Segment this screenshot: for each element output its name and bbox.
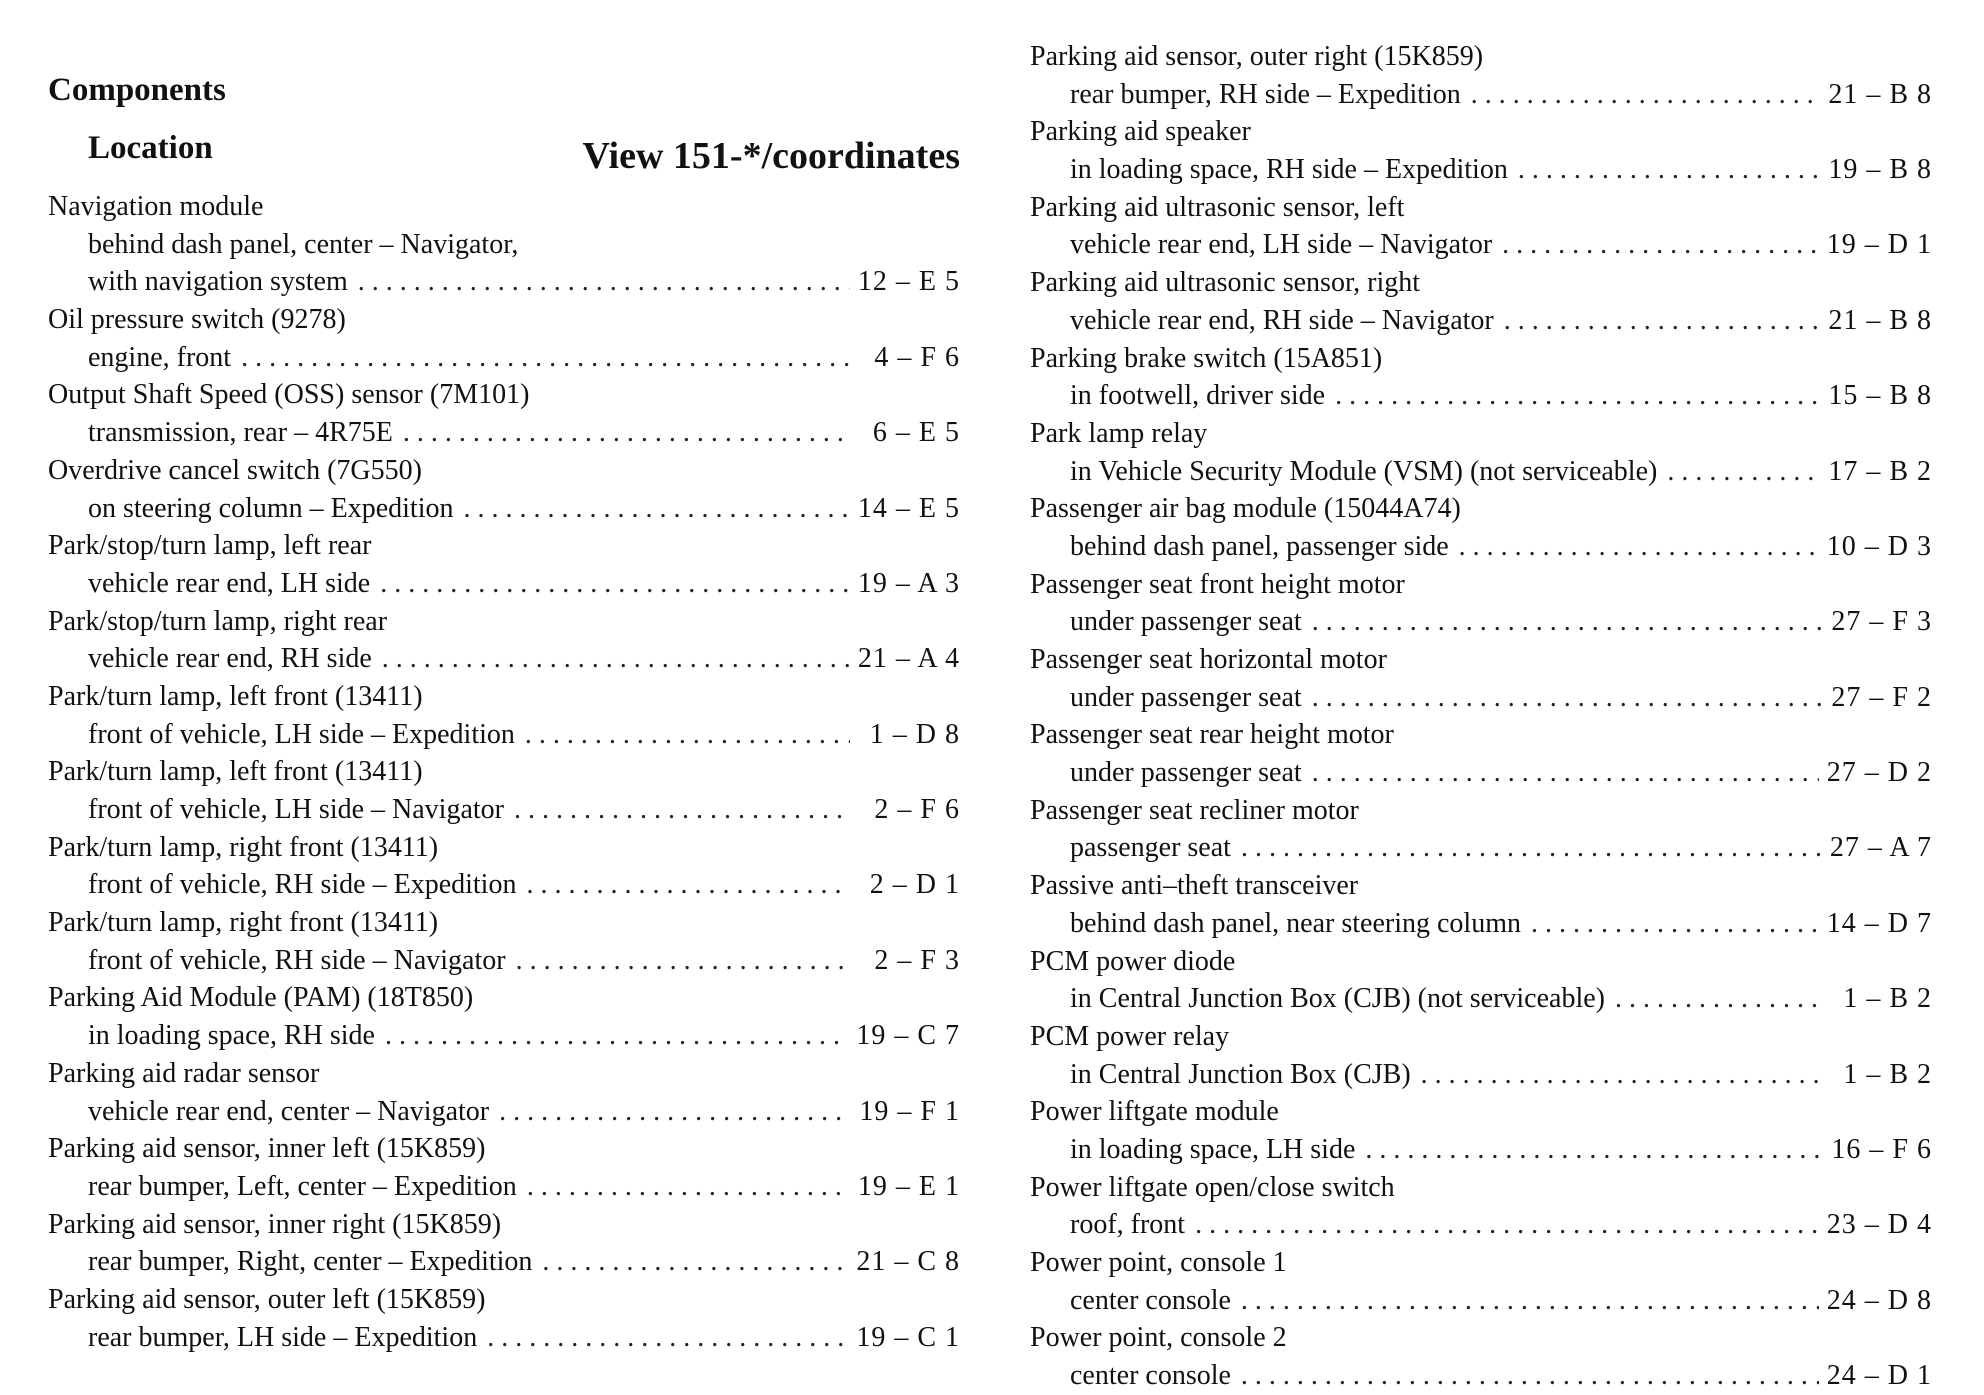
dot-leader: [1471, 76, 1821, 114]
location-text: in loading space, RH side: [88, 1020, 375, 1052]
component-name: Park/stop/turn lamp, right rear: [48, 605, 388, 637]
component-name: Passenger seat front height motor: [1030, 568, 1405, 600]
location-line: [1030, 453, 1932, 491]
location-line: [1030, 151, 1932, 189]
location-text: vehicle rear end, RH side: [88, 643, 372, 675]
dot-leader: [241, 339, 850, 377]
component-name: Park lamp relay: [1030, 417, 1208, 449]
component-entry: [1030, 490, 1932, 565]
location-line: [48, 716, 960, 754]
coordinate-ref: 2 – F 6: [874, 794, 960, 825]
coordinate-ref: 2 – D 1: [869, 869, 960, 901]
dot-leader: [1312, 754, 1819, 792]
component-entry: [48, 1281, 960, 1356]
location-line: [1030, 1282, 1932, 1320]
component-name: Park/turn lamp, right front (13411): [48, 907, 439, 939]
location-line: [1030, 1206, 1932, 1244]
location-line: [48, 791, 960, 829]
dot-leader: [1335, 377, 1820, 415]
component-name: Output Shaft Speed (OSS) sensor (7M101): [48, 379, 530, 411]
location-line: [1030, 528, 1932, 566]
component-entry: [1030, 264, 1932, 339]
location-text: under passenger seat: [1070, 606, 1302, 638]
location-line: [48, 942, 960, 980]
dot-leader: [382, 640, 850, 678]
component-entry: [48, 753, 960, 828]
coordinate-ref: 19 – D 1: [1826, 229, 1932, 261]
location-text: front of vehicle, RH side – Navigator: [88, 944, 506, 976]
component-name: Parking aid sensor, outer right (15K859): [1030, 41, 1484, 72]
component-entry: [1030, 943, 1932, 1018]
location-line: [48, 1017, 960, 1055]
dot-leader: [1459, 528, 1819, 566]
component-name: Passenger seat recliner motor: [1030, 794, 1359, 826]
view-coordinates-column-heading: View 151-*/coordinates: [582, 135, 960, 177]
component-name: Passive anti–theft transceiver: [1030, 870, 1359, 902]
location-line: [1030, 980, 1932, 1018]
location-text: vehicle rear end, center – Navigator: [88, 1095, 490, 1127]
location-text: behind dash panel, center – Navigator,: [88, 228, 519, 260]
component-name: Power liftgate open/close switch: [1030, 1171, 1395, 1203]
location-line: [48, 263, 960, 301]
coordinate-ref: 27 – D 2: [1826, 757, 1932, 789]
component-entry: [1030, 189, 1932, 264]
component-entry: [1030, 867, 1932, 942]
right-entry-list: [1030, 38, 1932, 1395]
component-entry: [1030, 641, 1932, 716]
component-entry: [48, 376, 960, 451]
component-entry: [1030, 38, 1932, 113]
component-name: Power point, console 2: [1030, 1322, 1287, 1354]
dot-leader: [526, 866, 850, 904]
location-text: transmission, rear – 4R75E: [88, 417, 393, 449]
component-entry: [48, 603, 960, 678]
component-name: Park/turn lamp, left front (13411): [48, 680, 423, 712]
location-line: [48, 490, 960, 528]
dot-leader: [1667, 453, 1820, 491]
dot-leader: [542, 1243, 848, 1281]
coordinate-ref: 19 – F 1: [859, 1095, 960, 1127]
component-name: Oil pressure switch (9278): [48, 304, 346, 336]
component-name: Park/turn lamp, left front (13411): [48, 756, 423, 788]
location-text: in Vehicle Security Module (VSM) (not serviceable): [1070, 455, 1658, 487]
component-name: Park/turn lamp, right front (13411): [48, 831, 439, 863]
component-entry: [48, 979, 960, 1054]
dot-leader: [1241, 829, 1822, 867]
component-name: Power liftgate module: [1030, 1096, 1279, 1128]
component-name: PCM power diode: [1030, 945, 1236, 977]
location-line: [48, 226, 960, 264]
location-line: [1030, 754, 1932, 792]
location-text: front of vehicle, RH side – Expedition: [88, 869, 517, 901]
location-line: [1030, 1357, 1932, 1395]
dot-leader: [464, 490, 850, 528]
coordinate-ref: 27 – F 3: [1831, 606, 1932, 638]
dot-leader: [380, 565, 850, 603]
component-name: Parking brake switch (15A851): [1030, 342, 1383, 374]
location-text: rear bumper, LH side – Expedition: [88, 1321, 478, 1353]
location-line: [1030, 679, 1932, 717]
location-text: in loading space, LH side: [1070, 1133, 1356, 1165]
coordinate-ref: 27 – F 2: [1831, 681, 1932, 713]
component-name: Navigation module: [48, 191, 264, 222]
coordinate-ref: 19 – C 1: [856, 1321, 960, 1353]
dot-leader: [358, 263, 850, 301]
component-entry: [1030, 716, 1932, 791]
component-entry: [48, 678, 960, 753]
location-text: in Central Junction Box (CJB): [1070, 1058, 1411, 1090]
location-text: in Central Junction Box (CJB) (not serviceable): [1070, 983, 1605, 1015]
coordinate-ref: 17 – B 2: [1828, 455, 1932, 487]
coordinate-ref: 21 – B 8: [1828, 78, 1932, 110]
dot-leader: [1312, 603, 1822, 641]
coordinate-ref: 24 – D 1: [1826, 1360, 1932, 1392]
location-text: rear bumper, RH side – Expedition: [1070, 78, 1461, 110]
location-line: [1030, 1056, 1932, 1094]
dot-leader: [487, 1319, 848, 1357]
location-text: engine, front: [88, 341, 232, 373]
dot-leader: [527, 1168, 850, 1206]
component-name: Parking aid speaker: [1030, 116, 1251, 148]
coordinate-ref: 4 – F 6: [874, 341, 960, 373]
dot-leader: [1531, 905, 1819, 943]
coordinate-ref: 2 – F 3: [874, 944, 960, 976]
dot-leader: [1518, 151, 1820, 189]
dot-leader: [1504, 302, 1821, 340]
location-line: [1030, 76, 1932, 114]
component-entry: [48, 1206, 960, 1281]
location-text: behind dash panel, passenger side: [1070, 530, 1449, 562]
component-entry: [1030, 340, 1932, 415]
component-entry: [48, 452, 960, 527]
location-line: [1030, 1131, 1932, 1169]
dot-leader: [1312, 679, 1822, 717]
location-line: [1030, 829, 1932, 867]
component-name: Parking aid ultrasonic sensor, right: [1030, 267, 1421, 299]
location-line: [1030, 302, 1932, 340]
coordinate-ref: 14 – D 7: [1826, 907, 1932, 939]
location-text: with navigation system: [88, 266, 348, 298]
component-name: Passenger air bag module (15044A74): [1030, 493, 1461, 525]
component-name: Parking aid sensor, inner right (15K859): [48, 1208, 502, 1240]
location-line: [48, 339, 960, 377]
dot-leader: [516, 942, 850, 980]
component-entry: [48, 188, 960, 301]
dot-leader: [1502, 226, 1819, 264]
left-entry-list: [48, 188, 960, 1356]
location-text: rear bumper, Right, center – Expedition: [88, 1246, 533, 1278]
location-text: front of vehicle, LH side – Navigator: [88, 794, 504, 825]
location-text: behind dash panel, near steering column: [1070, 907, 1521, 939]
location-text: under passenger seat: [1070, 681, 1302, 713]
coordinate-ref: 1 – D 8: [869, 718, 960, 750]
component-entry: [1030, 1018, 1932, 1093]
location-text: in footwell, driver side: [1070, 380, 1326, 412]
location-line: [48, 565, 960, 603]
location-line: [48, 1319, 960, 1357]
component-name: Power point, console 1: [1030, 1247, 1287, 1278]
coordinate-ref: 1 – B 2: [1843, 1058, 1932, 1090]
coordinate-ref: 14 – E 5: [857, 492, 960, 524]
component-entry: [1030, 1319, 1932, 1394]
component-entry: [1030, 113, 1932, 188]
location-text: in loading space, RH side – Expedition: [1070, 154, 1508, 186]
location-line: [48, 866, 960, 904]
location-line: [1030, 603, 1932, 641]
location-line: [48, 1093, 960, 1131]
location-text: center console: [1070, 1360, 1231, 1392]
location-text: on steering column – Expedition: [88, 492, 454, 524]
component-name: Overdrive cancel switch (7G550): [48, 454, 422, 486]
location-line: [48, 414, 960, 452]
component-entry: [1030, 792, 1932, 867]
location-line: [48, 640, 960, 678]
coordinate-ref: 21 – B 8: [1828, 304, 1932, 336]
coordinate-ref: 19 – E 1: [857, 1170, 960, 1202]
location-text: roof, front: [1070, 1209, 1186, 1241]
component-entry: [1030, 566, 1932, 641]
dot-leader: [499, 1093, 850, 1131]
component-name: Parking aid sensor, inner left (15K859): [48, 1133, 486, 1165]
component-entry: [1030, 1093, 1932, 1168]
component-name: Passenger seat rear height motor: [1030, 719, 1394, 751]
coordinate-ref: 15 – B 8: [1828, 380, 1932, 412]
component-entry: [48, 904, 960, 979]
component-entry: [1030, 1244, 1932, 1319]
location-column-heading: Location: [88, 130, 213, 166]
dot-leader: [1195, 1206, 1819, 1244]
coordinate-ref: 21 – C 8: [856, 1246, 960, 1278]
dot-leader: [1365, 1131, 1822, 1169]
dot-leader: [385, 1017, 848, 1055]
component-entry: [48, 1130, 960, 1205]
component-entry: [48, 527, 960, 602]
coordinate-ref: 23 – D 4: [1826, 1209, 1932, 1241]
page-title: Components: [48, 72, 226, 108]
dot-leader: [1615, 980, 1822, 1018]
location-text: passenger seat: [1070, 832, 1231, 864]
dot-leader: [1241, 1357, 1819, 1395]
location-text: under passenger seat: [1070, 757, 1302, 789]
location-line: [1030, 226, 1932, 264]
coordinate-ref: 19 – A 3: [857, 567, 960, 599]
component-name: Parking Aid Module (PAM) (18T850): [48, 982, 474, 1014]
dot-leader: [1421, 1056, 1822, 1094]
location-text: vehicle rear end, LH side – Navigator: [1070, 229, 1493, 261]
dot-leader: [403, 414, 850, 452]
component-entry: [48, 1055, 960, 1130]
component-name: Parking aid radar sensor: [48, 1057, 320, 1089]
coordinate-ref: 16 – F 6: [1831, 1133, 1932, 1165]
coordinate-ref: 10 – D 3: [1826, 530, 1932, 562]
dot-leader: [525, 716, 850, 754]
dot-leader: [1241, 1282, 1819, 1320]
component-entry: [1030, 1169, 1932, 1244]
location-line: [1030, 377, 1932, 415]
coordinate-ref: 19 – B 8: [1828, 154, 1932, 186]
coordinate-ref: 6 – E 5: [872, 417, 960, 449]
component-name: PCM power relay: [1030, 1020, 1230, 1052]
component-entry: [1030, 415, 1932, 490]
component-name: Parking aid sensor, outer left (15K859): [48, 1283, 486, 1315]
location-text: front of vehicle, LH side – Expedition: [88, 718, 515, 750]
coordinate-ref: 12 – E 5: [857, 266, 960, 298]
location-text: vehicle rear end, LH side: [88, 567, 371, 599]
component-name: Passenger seat horizontal motor: [1030, 644, 1387, 675]
location-line: [48, 1243, 960, 1281]
coordinate-ref: 27 – A 7: [1829, 832, 1932, 864]
coordinate-ref: 1 – B 2: [1843, 983, 1932, 1015]
coordinate-ref: 19 – C 7: [856, 1020, 960, 1052]
component-entry: [48, 301, 960, 376]
location-line: [48, 1168, 960, 1206]
location-text: rear bumper, Left, center – Expedition: [88, 1170, 517, 1202]
coordinate-ref: 24 – D 8: [1826, 1284, 1932, 1316]
component-name: Park/stop/turn lamp, left rear: [48, 530, 372, 562]
location-text: center console: [1070, 1284, 1231, 1316]
coordinate-ref: 21 – A 4: [857, 643, 960, 675]
location-text: vehicle rear end, RH side – Navigator: [1070, 304, 1494, 336]
location-line: [1030, 905, 1932, 943]
dot-leader: [514, 791, 850, 829]
component-name: Parking aid ultrasonic sensor, left: [1030, 191, 1405, 223]
component-entry: [48, 829, 960, 904]
